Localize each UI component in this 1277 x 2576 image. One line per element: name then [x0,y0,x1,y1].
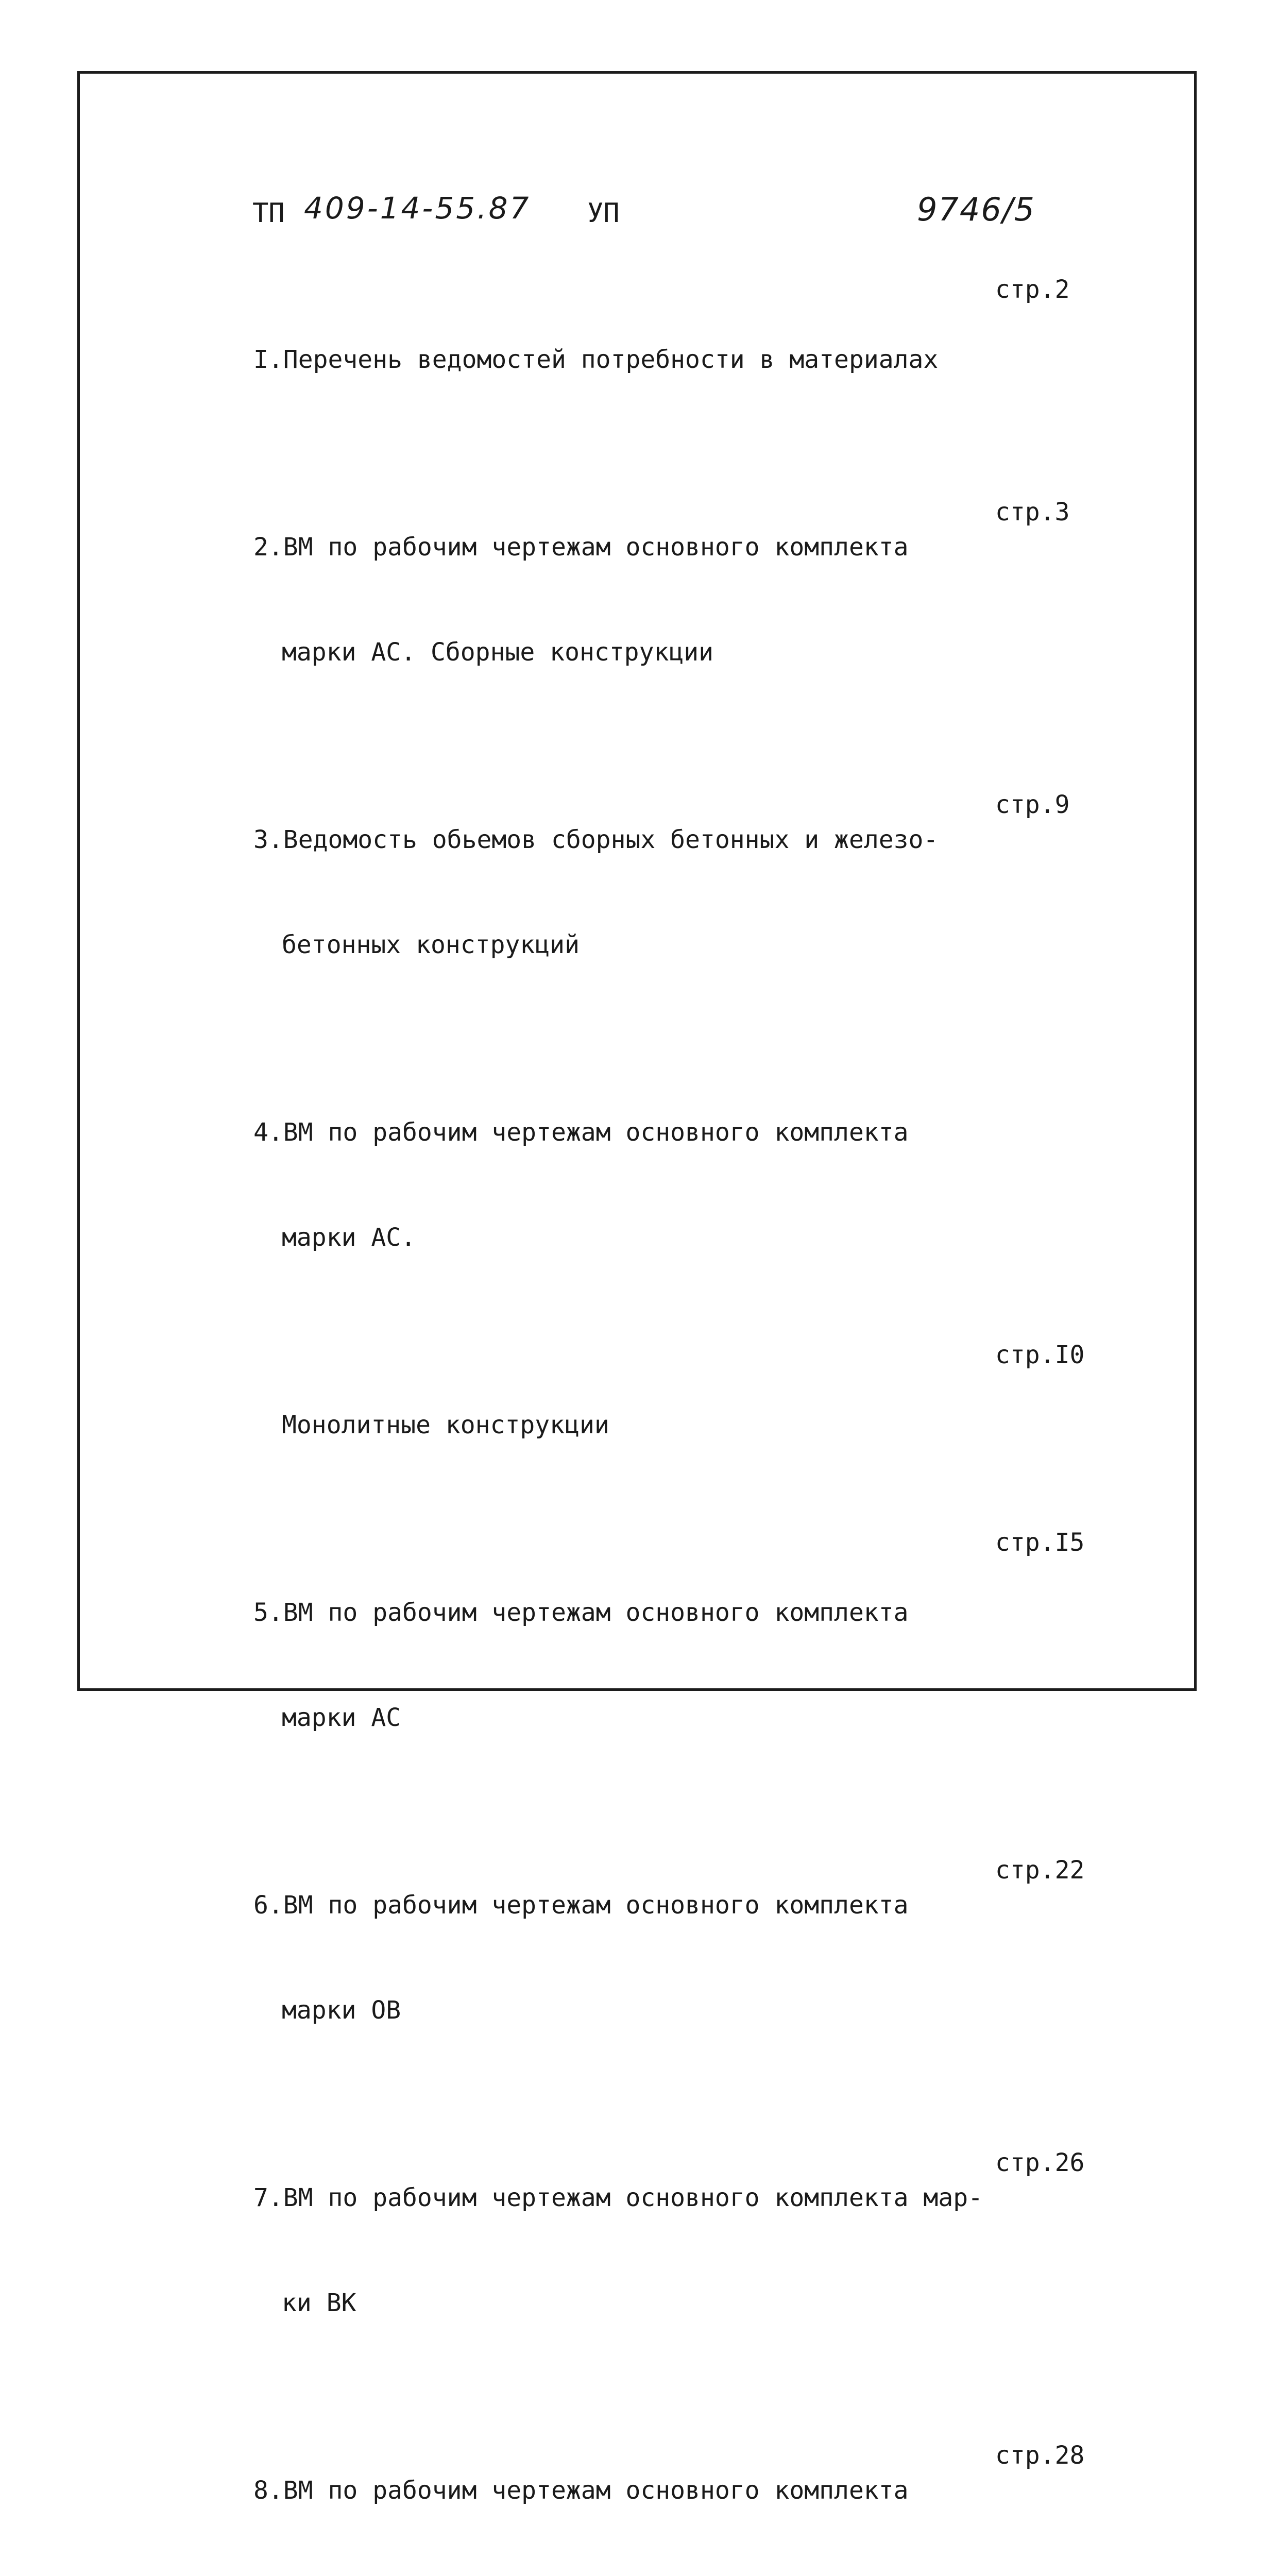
toc-item-line: марки ОВ [282,1996,401,2025]
header-up-label: УП [587,198,620,229]
document-header [252,191,1077,242]
toc-item-line: марки АС. [282,1223,416,1252]
toc-item-page: стр.3 [995,498,1070,527]
toc-item-line: 2.ВМ по рабочим чертежам основного комплекта [253,533,909,562]
toc-item-page: стр.26 [995,2148,1085,2177]
toc-item-line: 7.ВМ по рабочим чертежам основного комплекта мар- [253,2183,983,2212]
toc-item-line: бетонных конструкций [282,930,580,959]
toc-item-page: стр.2 [995,275,1070,304]
toc-item-line: 6.ВМ по рабочим чертежам основного комплекта [253,1891,909,1920]
toc-item [253,1525,1098,1805]
toc-item-line: ки ВК [282,2289,356,2317]
toc-item-page: стр.I5 [995,1528,1085,1557]
header-sheet-number: 9746/5 [917,191,1036,228]
toc-item [253,1045,1098,1325]
toc-item-line: марки АС [282,1703,401,1732]
toc-item-line: Монолитные конструкции [282,1411,609,1439]
toc-item-page: стр.9 [995,790,1070,819]
header-document-number: 409-14-55.87 [304,191,531,226]
toc-item-line: 5.ВМ по рабочим чертежам основного комплекта [253,1598,909,1627]
toc-item-page: стр.28 [995,2441,1085,2470]
toc-item [253,1337,1098,1513]
toc-item [253,752,1098,1032]
toc-item [253,272,1098,447]
toc-item-line: марки АС. Сборные конструкции [282,638,714,667]
toc-item [253,2403,1098,2576]
toc-item-line: 4.ВМ по рабочим чертежам основного комплекта [253,1118,909,1147]
toc-item-page: стр.I0 [995,1341,1085,1369]
toc-item-line: 3.Ведомость обьемов сборных бетонных и железо- [253,825,939,854]
toc-item [253,1818,1098,2098]
toc-item-line: I.Перечень ведомостей потребности в материалах [253,345,939,374]
table-of-contents [253,272,1098,2576]
toc-item-line: 8.ВМ по рабочим чертежам основного комплекта [253,2476,909,2505]
header-tp-label: ТП [252,198,285,229]
toc-item [253,2110,1098,2391]
toc-item-page: стр.22 [995,1856,1085,1885]
toc-item [253,460,1098,740]
